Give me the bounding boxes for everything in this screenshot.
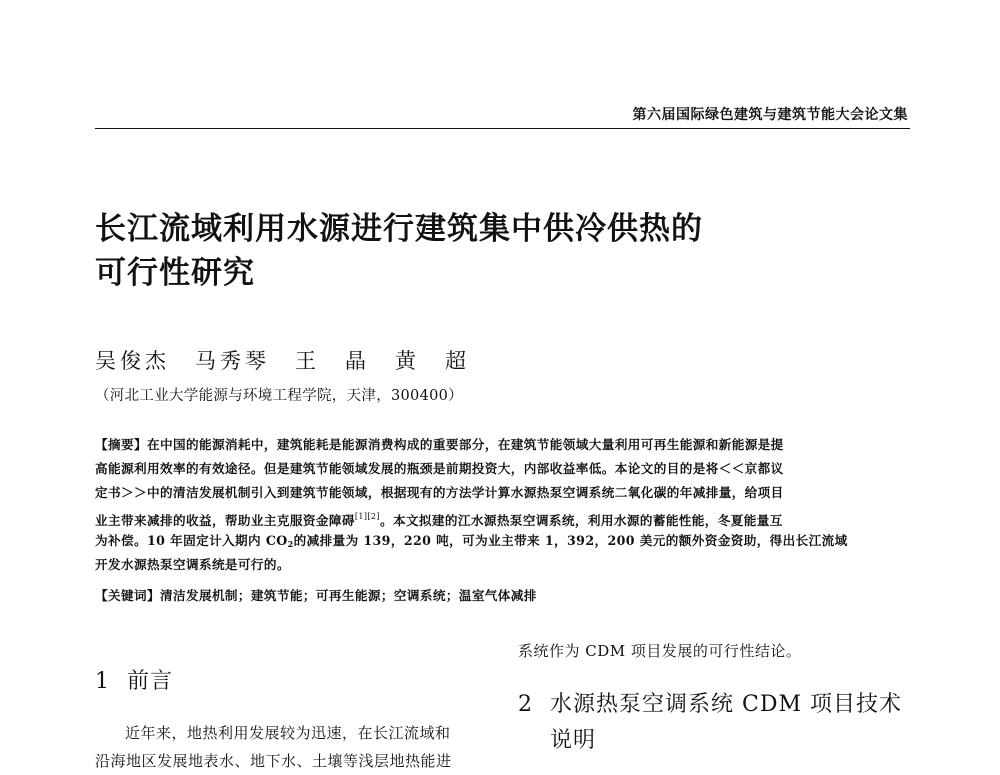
abstract-line-1 — [95, 433, 913, 457]
keywords-label: 【关键词】 — [95, 588, 160, 603]
section-2-title-2: 说明 — [550, 728, 597, 753]
abstract-line-3: 定书＞＞中的清洁发展机制引入到建筑节能领域，根据现有的方法学计算水源热泵空调系统二氧化碳的年减排量，给项目 — [95, 485, 784, 500]
section-1-number: 1 — [95, 669, 110, 694]
section-1-para-line-1: 近年来，地热利用发展较为迅速，在长江流域和 — [125, 724, 451, 742]
paper-title — [95, 207, 895, 295]
keywords-text: 清洁发展机制；建筑节能；可再生能源；空调系统；温室气体减排 — [159, 588, 537, 603]
section-1-heading — [95, 664, 173, 695]
abstract-text-5a: 为补偿。10 年固定计入期内 CO — [95, 533, 288, 548]
paper-title-line-2: 可行性研究 — [95, 255, 255, 291]
authors: 吴俊杰 马秀琴 王 晶 黄 超 — [95, 349, 470, 373]
abstract-text-1: 在中国的能源消耗中，建筑能耗是能源消费构成的重要部分，在建筑节能领域大量利用可再生能源和新能源是提 — [146, 437, 784, 452]
section-2-number: 2 — [518, 692, 533, 717]
abstract-label: 【摘要】 — [95, 437, 147, 452]
abstract-line-4 — [95, 505, 913, 529]
section-2-title-1: 水源热泵空调系统 CDM 项目技术 — [550, 692, 902, 717]
section-2-heading — [518, 687, 902, 759]
abstract — [95, 433, 913, 577]
abstract-text-4a: 业主带来减排的收益，帮助业主克服资金障碍 — [95, 513, 355, 528]
co2-subscript: 2 — [287, 539, 294, 549]
abstract-line-6: 开发水源热泵空调系统是可行的。 — [95, 557, 290, 572]
abstract-line-5 — [95, 529, 913, 553]
abstract-text-5b: 的减排量为 139，220 吨，可为业主带来 1，392，200 美元的额外资金资助，得出长江流域 — [293, 533, 848, 548]
section-1-paragraph — [95, 719, 505, 775]
section-1-title: 前言 — [127, 669, 174, 694]
right-column-carry-line: 系统作为 CDM 项目发展的可行性结论。 — [518, 642, 802, 660]
running-header: 第六届国际绿色建筑与建筑节能大会论文集 — [632, 107, 908, 123]
citation-ref: [1][2] — [354, 512, 380, 521]
abstract-line-2: 高能源利用效率的有效途径。但是建筑节能领域发展的瓶颈是前期投资大，内部收益率低。本论文的目的是将＜＜京都议 — [95, 461, 784, 476]
section-1-para-line-2: 沿海地区发展地表水、地下水、土壤等浅层地热能进 — [95, 752, 452, 770]
header-rule — [95, 128, 910, 129]
affiliation: （河北工业大学能源与环境工程学院，天津，300400） — [95, 388, 463, 404]
paper-title-line-1: 长江流域利用水源进行建筑集中供冷供热的 — [95, 211, 703, 247]
abstract-text-4b: 。本文拟建的江水源热泵空调系统，利用水源的蓄能性能，冬夏能量互 — [379, 513, 783, 528]
section-2-heading-line-1 — [518, 687, 902, 723]
keywords — [95, 585, 913, 604]
